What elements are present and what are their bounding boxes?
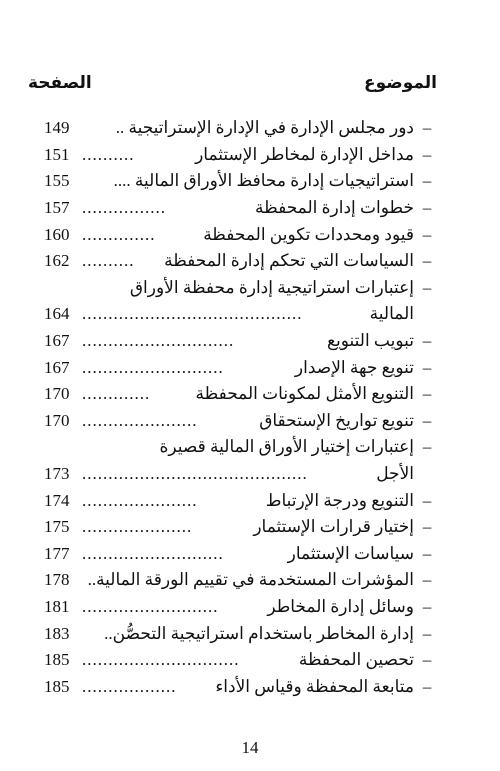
entry-title: وسائل إدارة المخاطر xyxy=(267,596,414,616)
toc-entry xyxy=(44,168,436,195)
toc-entry xyxy=(44,142,436,169)
toc-entry xyxy=(44,221,436,248)
entry-page-number: 173 xyxy=(44,464,70,484)
entry-dash: – xyxy=(422,596,432,616)
entry-dash: – xyxy=(422,144,432,164)
entry-dash: – xyxy=(422,490,432,510)
entry-dash: – xyxy=(422,437,432,457)
entry-title: استراتيجيات إدارة محافظ الأوراق المالية .... xyxy=(113,171,414,191)
entry-title: دور مجلس الإدارة في الإدارة الإستراتيجية .. xyxy=(115,118,414,138)
entry-dash: – xyxy=(422,224,432,244)
toc-entry xyxy=(44,567,436,594)
toc-entry xyxy=(44,673,436,700)
entry-title: السياسات التي تحكم إدارة المحفظة xyxy=(164,251,414,271)
toc-entry xyxy=(44,301,436,328)
toc-header xyxy=(28,68,437,98)
toc-entry xyxy=(44,328,436,355)
toc-entry xyxy=(44,647,436,674)
leader-dots: .......... xyxy=(82,251,135,271)
entry-page-number: 181 xyxy=(44,596,70,616)
entry-page-number: 170 xyxy=(44,384,70,404)
leader-dots: ........................... xyxy=(82,357,224,377)
entry-page-number: 174 xyxy=(44,490,70,510)
entry-title: متابعة المحفظة وقياس الأداء xyxy=(215,676,414,696)
entry-title: تبويب التنويع xyxy=(326,331,414,351)
entry-title: المؤشرات المستخدمة في تقييم الورقة المالية.. xyxy=(87,570,414,590)
toc-entry xyxy=(44,620,436,647)
entry-page-number: 167 xyxy=(44,357,70,377)
entry-page-number: 170 xyxy=(44,410,70,430)
entry-dash: – xyxy=(422,410,432,430)
page-number: 14 xyxy=(241,738,259,757)
toc-entry xyxy=(44,434,436,461)
entry-dash: – xyxy=(422,517,432,537)
leader-dots: .......................... xyxy=(82,596,219,616)
entry-page-number: 185 xyxy=(44,676,70,696)
entry-page-number: 149 xyxy=(44,118,70,138)
entry-title: قيود ومحددات تكوين المحفظة xyxy=(203,224,414,244)
entry-title: تنويع تواريخ الإستحقاق xyxy=(259,410,414,430)
toc-entry xyxy=(44,408,436,435)
leader-dots: .................. xyxy=(82,676,177,696)
entry-dash: – xyxy=(422,384,432,404)
entry-title: التنويع الأمثل لمكونات المحفظة xyxy=(195,384,414,404)
toc-entry xyxy=(44,195,436,222)
entry-page-number: 177 xyxy=(44,543,70,563)
entry-title: إعتبارات استراتيجية إدارة محفظة الأوراق xyxy=(129,277,414,297)
entry-dash: – xyxy=(422,357,432,377)
toc-entry xyxy=(44,487,436,514)
entry-title: مداخل الإدارة لمخاطر الإستثمار xyxy=(195,144,414,164)
entry-dash: – xyxy=(422,543,432,563)
toc-entry xyxy=(44,461,436,488)
entry-dash: – xyxy=(422,251,432,271)
toc-entry xyxy=(44,541,436,568)
entry-dash: – xyxy=(422,650,432,670)
leader-dots: ................ xyxy=(82,198,166,218)
topic-column-heading: الموضوع xyxy=(364,73,437,93)
entry-dash: – xyxy=(422,171,432,191)
entry-title: تحصين المحفظة xyxy=(298,650,414,670)
entry-title: إختيار قرارات الإستثمار xyxy=(253,517,414,537)
entry-dash: – xyxy=(422,676,432,696)
entry-page-number: 185 xyxy=(44,650,70,670)
entry-page-number: 167 xyxy=(44,331,70,351)
entry-title: الأجل xyxy=(376,464,414,484)
toc-entry xyxy=(44,354,436,381)
table-of-contents xyxy=(44,115,436,700)
entry-page-number: 175 xyxy=(44,517,70,537)
entry-title: إدارة المخاطر باستخدام استراتيجية التحصُّن.. xyxy=(104,623,414,643)
entry-title: سياسات الإستثمار xyxy=(287,543,414,563)
leader-dots: ...................... xyxy=(82,410,198,430)
leader-dots: ............................. xyxy=(82,331,235,351)
entry-title: تنويع جهة الإصدار xyxy=(294,357,414,377)
toc-entry xyxy=(44,514,436,541)
entry-title: التنويع ودرجة الإرتباط xyxy=(265,490,414,510)
entry-dash: – xyxy=(422,623,432,643)
entry-title: المالية xyxy=(369,304,414,324)
leader-dots: .......... xyxy=(82,144,135,164)
leader-dots: ............. xyxy=(82,384,151,404)
toc-entry xyxy=(44,594,436,621)
leader-dots: .............................. xyxy=(82,650,240,670)
entry-page-number: 164 xyxy=(44,304,70,324)
entry-page-number: 151 xyxy=(44,144,70,164)
entry-dash: – xyxy=(422,570,432,590)
leader-dots: ...................... xyxy=(82,490,198,510)
entry-page-number: 157 xyxy=(44,198,70,218)
entry-page-number: 160 xyxy=(44,224,70,244)
leader-dots: ..................... xyxy=(82,517,193,537)
toc-entry xyxy=(44,275,436,302)
leader-dots: ........................................... xyxy=(82,464,308,484)
entry-dash: – xyxy=(422,198,432,218)
toc-entry xyxy=(44,248,436,275)
page-column-heading: الصفحة xyxy=(28,73,92,93)
entry-title: إعتبارات إختيار الأوراق المالية قصيرة xyxy=(159,437,414,457)
entry-dash: – xyxy=(422,277,432,297)
entry-page-number: 155 xyxy=(44,171,70,191)
entry-title: خطوات إدارة المحفظة xyxy=(255,198,414,218)
leader-dots: .......................................... xyxy=(82,304,303,324)
entry-page-number: 183 xyxy=(44,623,70,643)
entry-dash: – xyxy=(422,118,432,138)
entry-page-number: 178 xyxy=(44,570,70,590)
toc-entry xyxy=(44,381,436,408)
entry-dash: – xyxy=(422,331,432,351)
leader-dots: ........................... xyxy=(82,543,224,563)
toc-entry xyxy=(44,115,436,142)
entry-page-number: 162 xyxy=(44,251,70,271)
leader-dots: .............. xyxy=(82,224,156,244)
